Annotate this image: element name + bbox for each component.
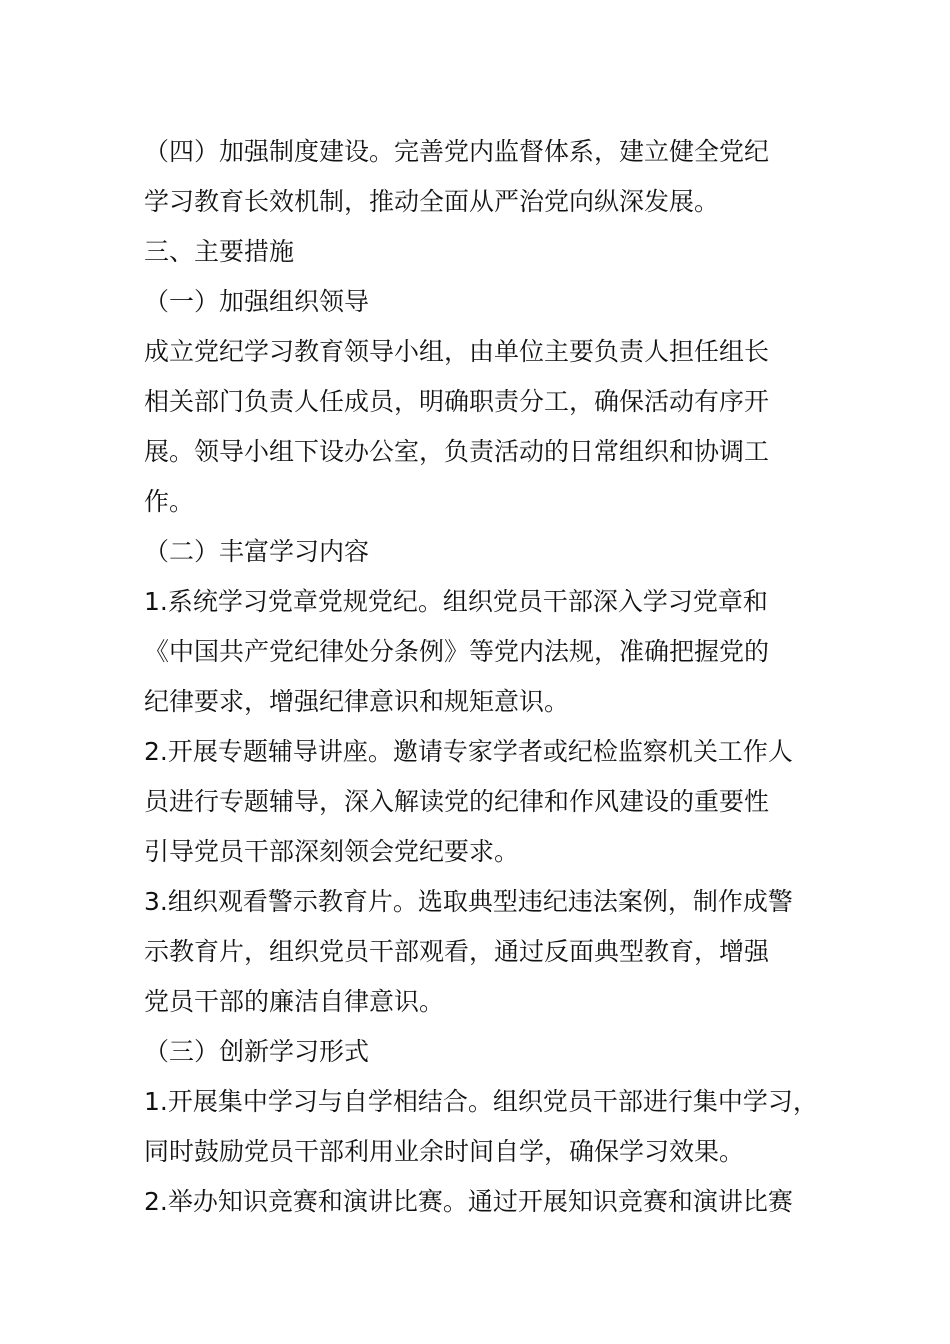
list-item-line: 1.系统学习党章党规党纪。组织党员干部深入学习党章和 (144, 587, 768, 616)
paragraph-line: 作。 (144, 487, 195, 516)
paragraph-line: 《中国共产党纪律处分条例》等党内法规，准确把握党的 (144, 637, 770, 666)
paragraph-line: 同时鼓励党员干部利用业余时间自学，确保学习效果。 (144, 1137, 745, 1166)
section-heading-2: （二）丰富学习内容 (144, 537, 370, 566)
chapter-heading-main-measures: 三、主要措施 (144, 237, 295, 266)
list-item-line: 2.举办知识竞赛和演讲比赛。通过开展知识竞赛和演讲比赛 (144, 1187, 793, 1216)
section-heading-3: （三）创新学习形式 (144, 1037, 370, 1066)
paragraph-line: 纪律要求，增强纪律意识和规矩意识。 (144, 687, 570, 716)
paragraph-line: 展。领导小组下设办公室，负责活动的日常组织和协调工 (144, 437, 770, 466)
paragraph-line: 示教育片，组织党员干部观看，通过反面典型教育，增强 (144, 937, 770, 966)
paragraph-line: 引导党员干部深刻领会党纪要求。 (144, 837, 520, 866)
list-item-line: 3.组织观看警示教育片。选取典型违纪违法案例，制作成警 (144, 887, 793, 916)
paragraph-line: 成立党纪学习教育领导小组，由单位主要负责人担任组长 (144, 337, 770, 366)
paragraph-line: 党员干部的廉洁自律意识。 (144, 987, 445, 1016)
document-body (144, 127, 834, 1227)
section-heading-1: （一）加强组织领导 (144, 287, 370, 316)
paragraph-line: 学习教育长效机制，推动全面从严治党向纵深发展。 (144, 187, 720, 216)
paragraph-line: 员进行专题辅导，深入解读党的纪律和作风建设的重要性 (144, 787, 770, 816)
section-heading-4: （四）加强制度建设。完善党内监督体系，建立健全党纪 (144, 137, 770, 166)
list-item-line: 1.开展集中学习与自学相结合。组织党员干部进行集中学习， (144, 1087, 818, 1116)
paragraph-line: 相关部门负责人任成员，明确职责分工，确保活动有序开 (144, 387, 770, 416)
list-item-line: 2.开展专题辅导讲座。邀请专家学者或纪检监察机关工作人 (144, 737, 793, 766)
